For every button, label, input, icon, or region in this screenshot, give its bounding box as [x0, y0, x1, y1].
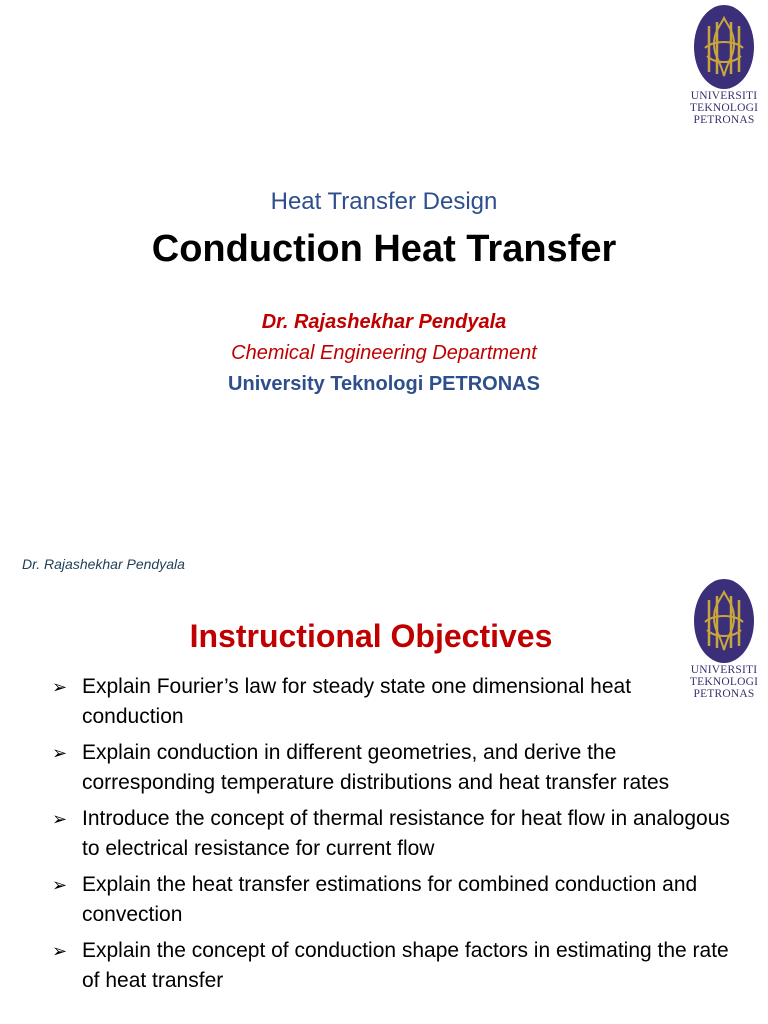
university-logo [682, 4, 766, 126]
arrow-bullet-icon: ➢ [52, 743, 68, 763]
logo-line-2: TEKNOLOGI [689, 102, 759, 114]
objective-item [52, 738, 732, 798]
logo-line-3: PETRONAS [693, 114, 755, 126]
slide-footer-author: Dr. Rajashekhar Pendyala [22, 556, 185, 572]
arrow-bullet-icon: ➢ [52, 875, 68, 895]
logo-line-3: PETRONAS [693, 688, 755, 700]
arrow-bullet-icon: ➢ [52, 941, 68, 961]
objective-text: Explain conduction in different geometries, and derive the corresponding temperature distributions and heat transfer rates [82, 741, 670, 794]
objective-text: Introduce the concept of thermal resistance for heat flow in analogous to electrical resistance for current flow [82, 807, 730, 860]
objectives-list [52, 672, 732, 1002]
objective-item [52, 870, 732, 930]
objectives-title: Instructional Objectives [189, 618, 553, 654]
logo-line-2: TEKNOLOGI [689, 676, 759, 688]
course-subtitle: Heat Transfer Design [270, 188, 498, 215]
objective-text: Explain Fourier’s law for steady state one dimensional heat conduction [82, 675, 632, 728]
objective-item [52, 804, 732, 864]
author-name: Dr. Rajashekhar Pendyala [261, 311, 507, 333]
utp-logo-icon [693, 4, 755, 90]
department-name: Chemical Engineering Department [231, 342, 537, 364]
arrow-bullet-icon: ➢ [52, 809, 68, 829]
objective-item [52, 936, 732, 996]
arrow-bullet-icon: ➢ [52, 677, 68, 697]
logo-line-1: UNIVERSITI [690, 664, 758, 676]
logo-line-1: UNIVERSITI [690, 90, 758, 102]
objective-item [52, 672, 732, 732]
presentation-title: Conduction Heat Transfer [151, 228, 617, 270]
objective-text: Explain the concept of conduction shape factors in estimating the rate of heat transfer [82, 939, 729, 992]
objective-text: Explain the heat transfer estimations for combined conduction and convection [82, 873, 698, 926]
university-name: University Teknologi PETRONAS [228, 373, 540, 395]
